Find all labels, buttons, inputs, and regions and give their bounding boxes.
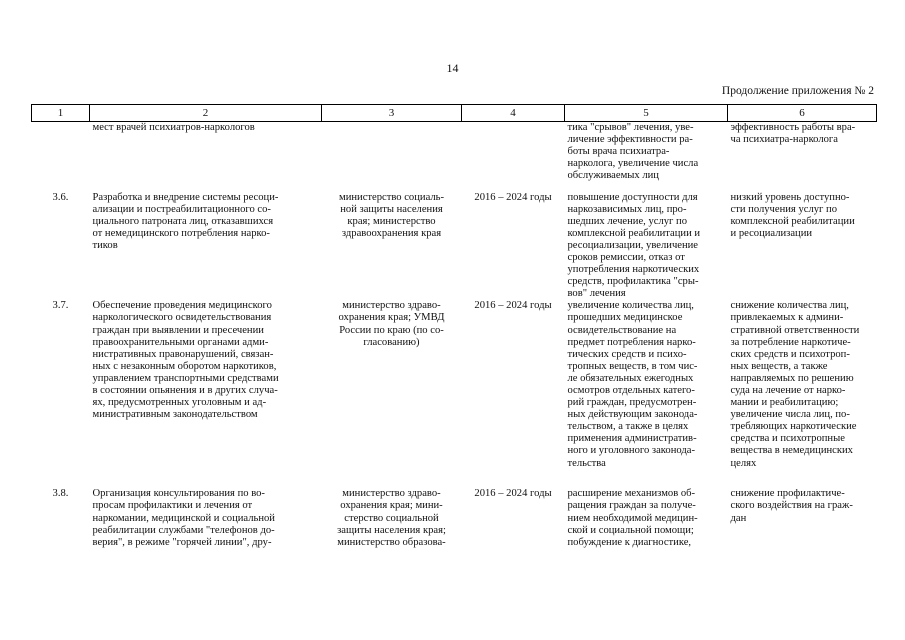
consequences: [728, 488, 877, 568]
implementation-period: 2016 – 2024 годы: [474, 488, 552, 500]
cell-line: ных с незаконным оборотом наркотиков,: [92, 360, 277, 372]
cell-line: управлением транспортными средствами: [92, 372, 279, 384]
column-header: 3: [322, 105, 462, 122]
cell-line: реабилитации службами "телефонов до-: [92, 524, 275, 536]
cell-line: рий граждан, предусмотрен-: [567, 397, 697, 409]
responsible-executors: [322, 300, 462, 488]
cell-line: ных веществ, а также: [730, 360, 828, 372]
measure-name: [90, 300, 322, 488]
implementation-period: 2016 – 2024 годы: [474, 300, 552, 312]
cell-line: стерство социальной: [344, 512, 439, 524]
cell-line: ле обязательных ежегодных: [567, 372, 694, 384]
cell-line: тических средств и психо-: [567, 348, 687, 360]
cell-line: России по краю (по со-: [339, 324, 444, 336]
cell-line: ского воздействия на граж-: [730, 500, 853, 512]
cell-line: правоохранительными органами адми-: [92, 336, 269, 348]
item-number: [32, 122, 90, 192]
cell-line: министерство здраво-: [342, 488, 441, 500]
table-row: [32, 122, 877, 192]
cell-line: ного и уголовного законода-: [567, 445, 695, 457]
cell-line: наркозависимых лиц, про-: [567, 203, 687, 215]
cell-line: Разработка и внедрение системы ресоци-: [92, 191, 279, 203]
cell-line: края; министерство: [347, 215, 436, 227]
cell-line: вов" лечения: [567, 288, 626, 300]
cell-line: ной защиты населения: [340, 203, 443, 215]
cell-line: дан: [730, 512, 747, 524]
cell-line: вещества в немедицинских: [730, 445, 853, 457]
cell-line: тропных веществ, в том чис-: [567, 360, 698, 372]
cell-line: защиты населения края;: [337, 524, 446, 536]
cell-line: боты врача психиатра-: [567, 146, 670, 158]
cell-line: охранения края; УМВД: [338, 312, 445, 324]
expected-result: [565, 122, 728, 192]
cell-line: суда на лечение от нарко-: [730, 385, 846, 396]
cell-line: здравоохранения края: [341, 227, 442, 239]
responsible-executors: [322, 122, 462, 192]
cell-line: нием необходимой медицин-: [567, 512, 698, 524]
cell-line: наркомании, медицинской и социальной: [92, 512, 275, 524]
cell-line: повышение доступности для: [567, 191, 698, 203]
cell-line: за потребление наркотиче-: [730, 336, 851, 348]
continuation-label: Продолжение приложения № 2: [721, 85, 874, 97]
cell-line: сти получения услуг по: [730, 203, 837, 215]
cell-line: личение эффективности ра-: [567, 134, 693, 146]
column-number-row: [32, 105, 877, 122]
implementation-period: [462, 122, 565, 192]
responsible-executors: [322, 488, 462, 568]
consequences: [728, 192, 877, 301]
expected-result: [565, 488, 728, 568]
cell-line: ресоциализации, увеличение: [567, 239, 699, 251]
cell-line: Обеспечение проведения медицинского: [92, 300, 272, 312]
cell-line: мест врачей психиатров-наркологов: [92, 122, 255, 133]
cell-line: министерство здраво-: [342, 300, 441, 312]
cell-line: употребления наркотических: [567, 264, 700, 276]
cell-line: охранения края; мини-: [340, 500, 443, 512]
cell-line: побуждение к диагностике,: [567, 536, 692, 548]
cell-line: осмотров отдельных катего-: [567, 385, 695, 396]
cell-line: тика "срывов" лечения, уве-: [567, 122, 694, 133]
cell-line: увеличение количества лиц,: [567, 300, 694, 312]
cell-line: освидетельствование на: [567, 324, 677, 336]
expected-result: [565, 192, 728, 301]
measure-name: [90, 488, 322, 568]
cell-line: от немедицинского потребления нарко-: [92, 227, 270, 239]
cell-line: снижение количества лиц,: [730, 300, 849, 312]
cell-line: привлекаемых к админи-: [730, 312, 844, 324]
cell-line: тельства: [567, 457, 606, 469]
cell-line: увеличение числа лиц, по-: [730, 409, 850, 421]
cell-line: нистративных правонарушений, связан-: [92, 348, 274, 360]
cell-line: циального патроната лиц, отказавшихся: [92, 215, 274, 227]
cell-line: ча психиатра-нарколога: [730, 134, 838, 146]
item-number: 3.7.: [52, 300, 69, 312]
cell-line: целях: [730, 457, 757, 469]
cell-line: эффективность работы вра-: [730, 122, 856, 133]
cell-line: тиков: [92, 239, 118, 251]
measure-name: [90, 122, 322, 192]
consequences: [728, 122, 877, 192]
cell-line: сроков ремиссии, отказ от: [567, 251, 685, 263]
column-header: 5: [565, 105, 728, 122]
table-row: [32, 488, 877, 568]
cell-line: предмет потребления нарко-: [567, 336, 696, 348]
cell-line: расширение механизмов об-: [567, 488, 696, 500]
cell-line: комплексной реабилитации и: [567, 227, 701, 239]
cell-line: мании и реабилитацию;: [730, 397, 839, 409]
cell-line: граждан при выявлении и пресечении: [92, 324, 264, 336]
cell-line: стративной ответственности: [730, 324, 860, 336]
cell-line: ализации и постреабилитационного со-: [92, 203, 271, 215]
page-number: 14: [446, 61, 459, 75]
cell-line: прошедших медицинское: [567, 312, 683, 324]
cell-line: министерство образова-: [337, 536, 446, 548]
cell-line: комплексной реабилитации: [730, 215, 855, 227]
responsible-executors: [322, 192, 462, 301]
item-number: 3.6.: [52, 191, 69, 203]
cell-line: наркологического освидетельствования: [92, 312, 272, 324]
cell-line: шедших лечение, услуг по: [567, 215, 688, 227]
cell-line: ях, предусмотренных уголовным и ад-: [92, 397, 267, 409]
cell-line: низкий уровень доступно-: [730, 191, 850, 203]
cell-line: тельством, а также в целях: [567, 421, 689, 433]
cell-line: ращения граждан за получе-: [567, 500, 696, 512]
cell-line: ских средств и психотроп-: [730, 348, 850, 360]
cell-line: применения административ-: [567, 433, 697, 445]
cell-line: гласованию): [363, 336, 420, 348]
cell-line: министративным законодательством: [92, 409, 258, 421]
cell-line: министерство социаль-: [338, 191, 445, 203]
cell-line: просам профилактики и лечения от: [92, 500, 253, 512]
column-header: 2: [90, 105, 322, 122]
cell-line: снижение профилактиче-: [730, 488, 845, 500]
column-header: 1: [32, 105, 90, 122]
item-number: 3.8.: [52, 488, 69, 500]
measures-table: [31, 104, 877, 568]
cell-line: средств, профилактика "сры-: [567, 276, 699, 288]
table-row: [32, 300, 877, 488]
cell-line: средства и психотропные: [730, 433, 845, 445]
implementation-period: 2016 – 2024 годы: [474, 191, 552, 203]
cell-line: обслуживаемых лиц: [567, 170, 659, 182]
column-header: 6: [728, 105, 877, 122]
cell-line: и ресоциализации: [730, 227, 813, 239]
measure-name: [90, 192, 322, 301]
cell-line: направляемых по решению: [730, 372, 854, 384]
cell-line: нарколога, увеличение числа: [567, 158, 699, 170]
cell-line: ской и социальной помощи;: [567, 524, 694, 536]
column-header: 4: [462, 105, 565, 122]
cell-line: Организация консультирования по во-: [92, 488, 265, 500]
expected-result: [565, 300, 728, 488]
cell-line: требляющих наркотические: [730, 421, 857, 433]
cell-line: в состоянии опьянения и в других случа-: [92, 385, 278, 396]
consequences: [728, 300, 877, 488]
cell-line: ных действующим законода-: [567, 409, 698, 421]
cell-line: верия", в режиме "горячей линии", дру-: [92, 536, 272, 548]
table-row: [32, 192, 877, 301]
